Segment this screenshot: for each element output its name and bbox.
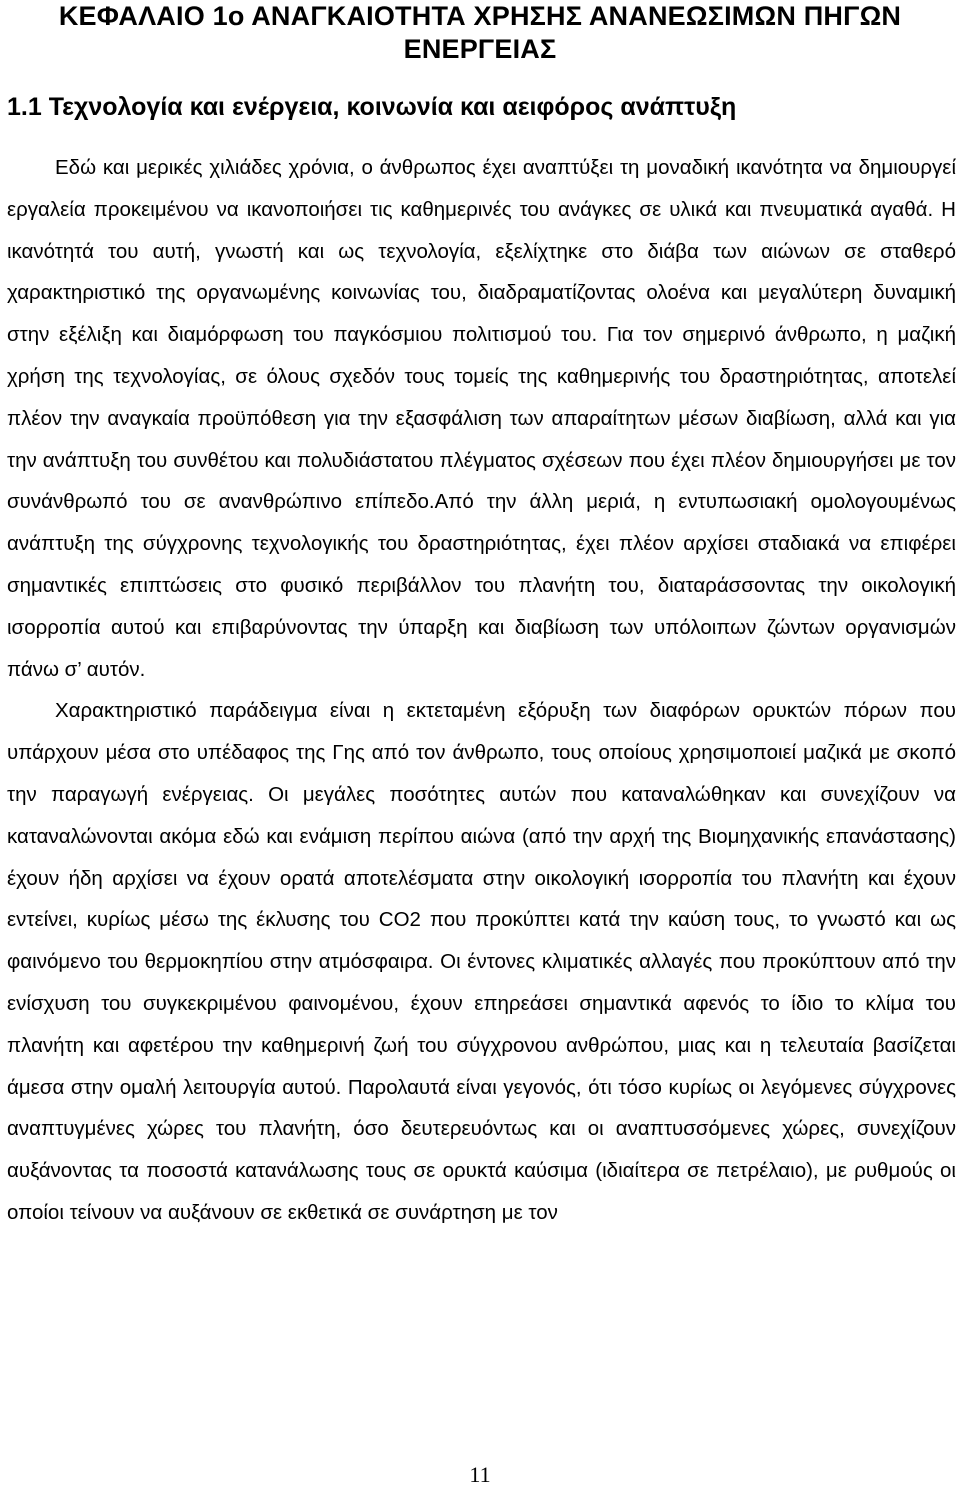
chapter-title-line-1: ΚΕΦΑΛΑΙΟ 1ο ΑΝΑΓΚΑΙΟΤΗΤΑ ΧΡΗΣΗΣ ΑΝΑΝΕΩΣΙΜΩΝ ΠΗΓΩΝ xyxy=(58,1,902,31)
section-title: 1.1 Τεχνολογία και ενέργεια, κοινωνία και αειφόρος ανάπτυξη xyxy=(7,93,737,121)
chapter-title xyxy=(0,0,960,66)
body-text xyxy=(7,147,956,1234)
paragraph-1: Εδώ και μερικές χιλιάδες χρόνια, ο άνθρωπος έχει αναπτύξει τη μοναδική ικανότητα να δημιουργεί εργαλεία προκειμένου να ικανοποιήσει τις καθημερινές του ανάγκες σε υλικά και πνευματικά αγαθά. Η ικανότητά του αυτή, γνωστή και ως τεχνολογία, εξελίχτηκε στο διάβα των αιώνων σε σταθερό χαρακτηριστικό της οργανωμένης κοινωνίας του, διαδραματίζοντας ολοένα και μεγαλύτερη δυναμική στην εξέλιξη και διαμόρφωση του παγκόσμιου πολιτισμού του. Για τον σημερινό άνθρωπο, η μαζική χρήση της τεχνολογίας, σε όλους σχεδόν τους τομείς της καθημερινής του δραστηριότητας, αποτελεί πλέον την αναγκαία προϋπόθεση για την εξασφάλιση των απαραίτητων μέσων διαβίωση, αλλά και για την ανάπτυξη του συνθέτου και πολυδιάστατου πλέγματος σχέσεων που έχει πλέον δημιουργήσει με τον συνάνθρωπό του σε ανανθρώπινο επίπεδο.Από την άλλη μεριά, η εντυπωσιακή ομολογουμένως ανάπτυξη της σύγχρονης τεχνολογικής του δραστηριότητας, έχει πλέον αρχίσει σταδιακά να επιφέρει σημαντικές επιπτώσεις στο φυσικό περιβάλλον του πλανήτη του, διαταράσσοντας την οικολογική ισορροπία αυτού και επιβαρύνοντας την ύπαρξη και διαβίωση των υπόλοιπων ζώντων οργανισμών πάνω σ’ αυτόν. xyxy=(7,156,956,681)
paragraph-2: Χαρακτηριστικό παράδειγμα είναι η εκτεταμένη εξόρυξη των διαφόρων ορυκτών πόρων που υπάρχουν μέσα στο υπέδαφος της Γης από τον άνθρωπο, τους οποίους χρησιμοποιεί μαζικά με σκοπό την παραγωγή ενέργειας. Οι μεγάλες ποσότητες αυτών που καταναλώθηκαν και συνεχίζουν να καταναλώνονται ακόμα εδώ και ενάμιση περίπου αιώνα (από την αρχή της Βιομηχανικής επανάστασης) έχουν ήδη αρχίσει να έχουν ορατά αποτελέσματα στην οικολογική ισορροπία του πλανήτη και έχουν εντείνει, κυρίως μέσω της έκλυσης του CO2 που προκύπτει κατά την καύση τους, το γνωστό και ως φαινόμενο του θερμοκηπίου στην ατμόσφαιρα. Οι έντονες κλιματικές αλλαγές που προκύπτουν από την ενίσχυση του συγκεκριμένου φαινομένου, έχουν επηρεάσει σημαντικά αφενός το ίδιο το κλίμα του πλανήτη και αφετέρου την καθημερινή ζωή του σύγχρονου ανθρώπου, μιας και η τελευταία βασίζεται άμεσα στην ομαλή λειτουργία αυτού. Παρολαυτά είναι γεγονός, ότι τόσο κυρίως οι λεγόμενες σύγχρονες αναπτυγμένες χώρες του πλανήτη, όσο δευτερευόντως και οι αναπτυσσόμενες χώρες, συνεχίζουν αυξάνοντας τα ποσοστά κατανάλωσης τους σε ορυκτά καύσιμα (ιδιαίτερα σε πετρέλαιο), με ρυθμούς οι οποίοι τείνουν να αυξάνουν σε εκθετικά σε συνάρτηση με τον xyxy=(7,699,956,1224)
page-number: 11 xyxy=(469,1462,491,1487)
chapter-title-line-2: ΕΝΕΡΓΕΙΑΣ xyxy=(403,34,557,64)
